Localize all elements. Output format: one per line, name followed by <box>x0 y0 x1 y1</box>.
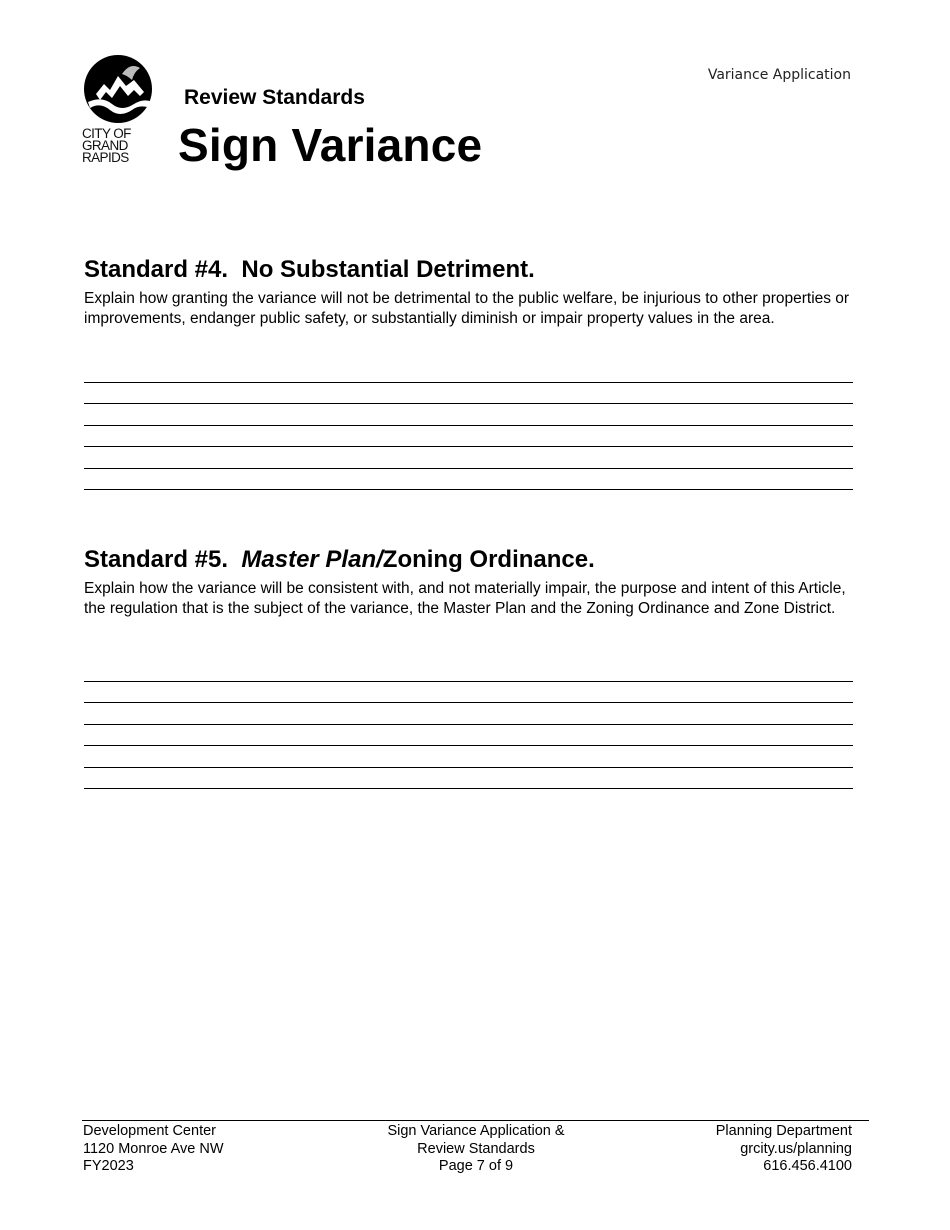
standard-5-title: Zoning Ordinance. <box>382 546 595 573</box>
answer-line[interactable] <box>84 703 853 725</box>
standard-4-heading <box>84 256 535 284</box>
answer-line[interactable] <box>84 768 853 790</box>
footer-doc-title: Sign Variance Application & <box>387 1123 565 1139</box>
answer-line[interactable] <box>84 725 853 747</box>
answer-line[interactable] <box>84 660 853 682</box>
footer-divider <box>82 1120 869 1121</box>
footer-fiscal-year: FY2023 <box>83 1158 134 1174</box>
standard-4-number: Standard #4. <box>84 256 229 283</box>
standard-5-description: Explain how the variance will be consistent with, and not materially impair, the purpose and intent of this Article, the regulation that is the subject of the variance, the Master Plan and the Zoning Ordinance and Zone District. <box>84 580 846 617</box>
footer-center <box>360 1123 592 1176</box>
logo-text-line: CITY OF <box>82 126 131 141</box>
footer-right <box>716 1123 852 1176</box>
page-subtitle: Review Standards <box>184 86 365 109</box>
document-tag: Variance Application <box>707 67 851 83</box>
standard-5-title-italic: Master Plan/ <box>241 546 383 573</box>
logo-text-line: GRAND <box>82 138 128 153</box>
answer-line[interactable] <box>84 404 853 426</box>
footer-doc-subtitle: Review Standards <box>417 1140 535 1157</box>
standard-4-title: No Substantial Detriment. <box>241 256 535 283</box>
answer-line[interactable] <box>84 383 853 405</box>
footer-left <box>83 1123 224 1176</box>
standard-4-answer-lines <box>84 361 853 490</box>
footer-website[interactable]: grcity.us/planning <box>740 1140 852 1157</box>
footer-phone: 616.456.4100 <box>763 1158 852 1174</box>
answer-line[interactable] <box>84 447 853 469</box>
logo-text-line: RAPIDS <box>82 150 129 165</box>
standard-5-heading <box>84 546 595 574</box>
answer-line[interactable] <box>84 361 853 383</box>
footer-department: Planning Department <box>715 1123 852 1139</box>
answer-line[interactable] <box>84 426 853 448</box>
page-title: Sign Variance <box>178 119 483 171</box>
answer-line[interactable] <box>84 746 853 768</box>
city-logo <box>82 54 156 172</box>
footer-address: 1120 Monroe Ave NW <box>83 1140 224 1157</box>
standard-5-number: Standard #5. <box>84 546 229 573</box>
footer-office: Development Center <box>83 1123 216 1139</box>
standard-4-description: Explain how granting the variance will not be detrimental to the public welfare, be injurious to other properties or improvements, endanger public safety, or substantially diminish or impair property values in the area. <box>84 290 850 327</box>
footer-page-number: Page 7 of 9 <box>438 1158 514 1174</box>
city-of-grand-rapids-logo-icon <box>82 54 156 126</box>
answer-line[interactable] <box>84 682 853 704</box>
standard-5-answer-lines <box>84 660 853 789</box>
answer-line[interactable] <box>84 469 853 491</box>
